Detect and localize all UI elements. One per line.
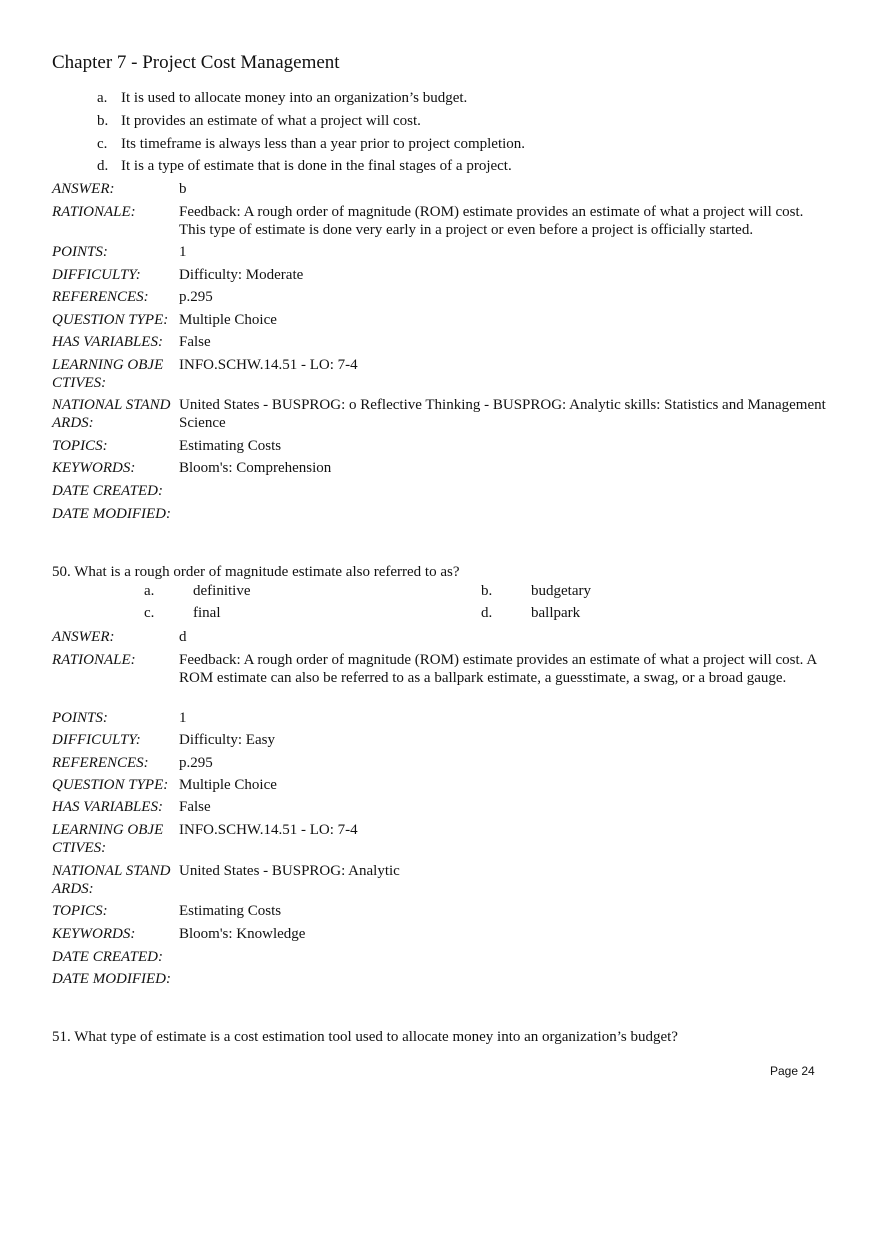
has-variables-label: HAS VARIABLES: [52,334,163,350]
has-variables-value: False [179,334,211,350]
learning-objectives-value: INFO.SCHW.14.51 - LO: 7-4 [179,822,358,838]
keywords-value: Bloom's: Knowledge [179,926,306,942]
national-standards-value: United States - BUSPROG: o Reflective Thinking - BUSPROG: Analytic skills: Statistics and Management Science [179,397,826,431]
question-type-label: QUESTION TYPE: [52,777,169,793]
difficulty-value: Difficulty: Moderate [179,267,304,283]
points-value: 1 [179,244,187,260]
has-variables-value: False [179,799,211,815]
national-standards-label: NATIONAL STAND [52,863,171,879]
rationale-value: Feedback: A rough order of magnitude (ROM) estimate provides an estimate of what a project will cost. A ROM estimate can also be referred to as a ballpark estimate, a guesstimate, a swag, or a broad gauge. [179,652,817,686]
difficulty-label: DIFFICULTY: [52,267,141,283]
question-50: 50. What is a rough order of magnitude estimate also referred to as? [52,564,460,580]
national-standards-label-cont: ARDS: [52,881,94,897]
option-text: It is a type of estimate that is done in the final stages of a project. [121,158,512,174]
keywords-value: Bloom's: Comprehension [179,460,332,476]
answer-label: ANSWER: [52,629,115,645]
option-letter: b. [97,113,109,129]
references-label: REFERENCES: [52,755,149,771]
points-label: POINTS: [52,244,108,260]
option-letter: c. [97,136,108,152]
has-variables-label: HAS VARIABLES: [52,799,163,815]
answer-value: b [179,181,187,197]
learning-objectives-label: LEARNING OBJE [52,357,164,373]
answer-value: d [179,629,187,645]
option-text: It provides an estimate of what a project will cost. [121,113,421,129]
option-letter: d. [481,605,493,621]
date-modified-label: DATE MODIFIED: [52,506,171,522]
learning-objectives-label-cont: CTIVES: [52,840,107,856]
answer-label: ANSWER: [52,181,115,197]
date-created-label: DATE CREATED: [52,483,163,499]
rationale-label: RATIONALE: [52,204,136,220]
option-letter: d. [97,158,109,174]
national-standards-label-cont: ARDS: [52,415,94,431]
references-label: REFERENCES: [52,289,149,305]
keywords-label: KEYWORDS: [52,926,136,942]
difficulty-label: DIFFICULTY: [52,732,141,748]
rationale-label: RATIONALE: [52,652,136,668]
date-created-label: DATE CREATED: [52,949,163,965]
question-type-value: Multiple Choice [179,777,277,793]
topics-value: Estimating Costs [179,903,282,919]
option-text: Its timeframe is always less than a year prior to project completion. [121,136,526,152]
national-standards-value: United States - BUSPROG: Analytic [179,863,400,879]
learning-objectives-value: INFO.SCHW.14.51 - LO: 7-4 [179,357,358,373]
option-text: budgetary [531,583,591,599]
topics-value: Estimating Costs [179,438,282,454]
rationale-value: Feedback: A rough order of magnitude (ROM) estimate provides an estimate of what a project will cost. This type of estimate is done very early in a project or even before a project is officially started. [179,204,804,238]
points-value: 1 [179,710,187,726]
option-letter: a. [144,583,155,599]
difficulty-value: Difficulty: Easy [179,732,275,748]
date-modified-label: DATE MODIFIED: [52,971,171,987]
question-type-label: QUESTION TYPE: [52,312,169,328]
page-number: Page 24 [770,1064,815,1078]
option-letter: c. [144,605,155,621]
national-standards-label: NATIONAL STAND [52,397,171,413]
topics-label: TOPICS: [52,903,108,919]
learning-objectives-label: LEARNING OBJE [52,822,164,838]
option-letter: a. [97,90,108,106]
references-value: p.295 [179,755,213,771]
option-text: It is used to allocate money into an organization’s budget. [121,90,468,106]
option-text: final [193,605,221,621]
page-title: Chapter 7 - Project Cost Management [52,52,340,73]
question-type-value: Multiple Choice [179,312,277,328]
references-value: p.295 [179,289,213,305]
keywords-label: KEYWORDS: [52,460,136,476]
option-text: definitive [193,583,251,599]
option-letter: b. [481,583,493,599]
option-text: ballpark [531,605,581,621]
topics-label: TOPICS: [52,438,108,454]
question-51: 51. What type of estimate is a cost estimation tool used to allocate money into an organization’s budget? [52,1029,678,1045]
learning-objectives-label-cont: CTIVES: [52,375,107,391]
points-label: POINTS: [52,710,108,726]
